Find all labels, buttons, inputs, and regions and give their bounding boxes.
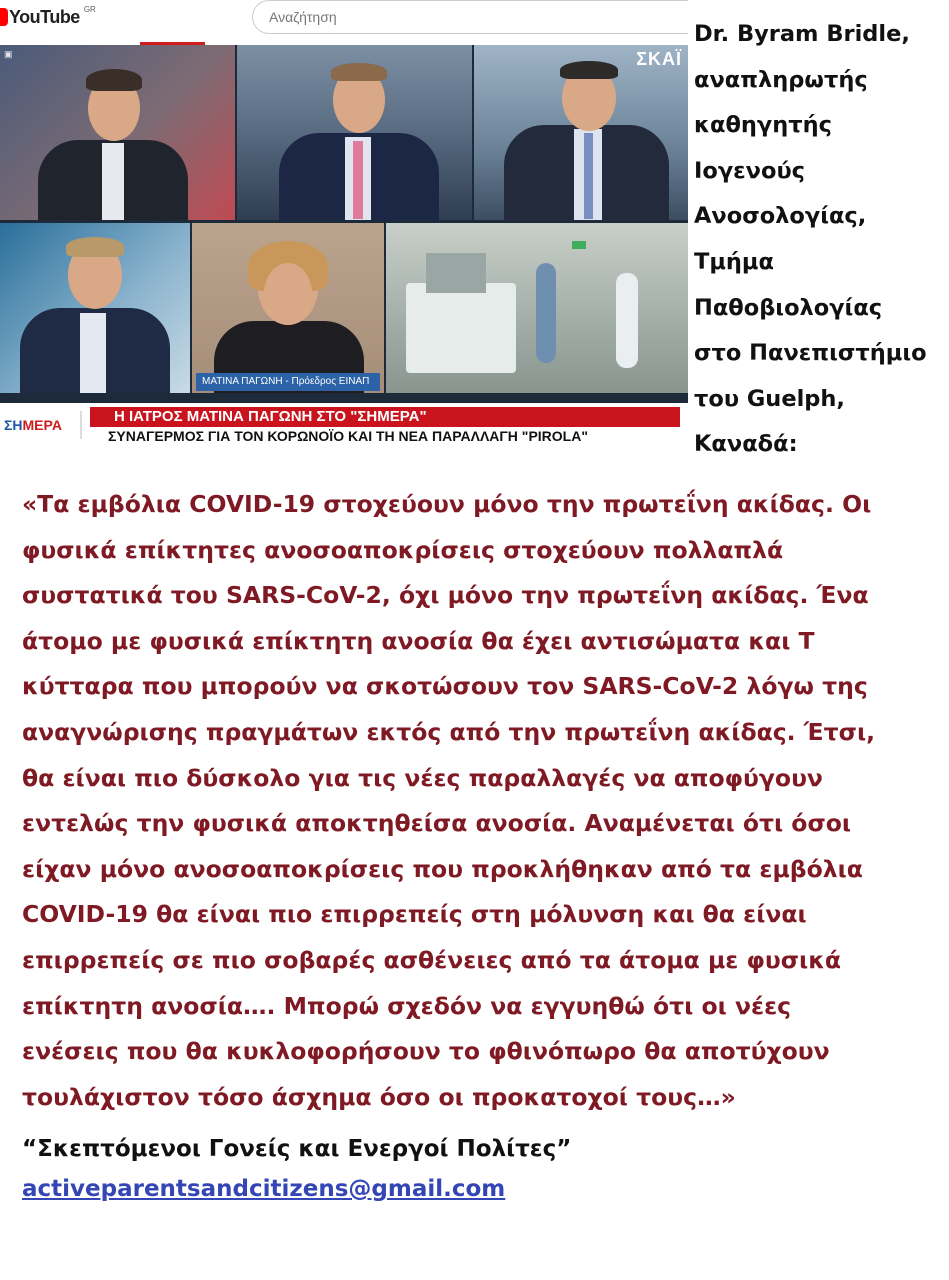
signature: “Σκεπτόμενοι Γονείς και Ενεργοί Πολίτες” (22, 1136, 572, 1162)
skai-logo: ΣΚΑΪ (636, 49, 682, 69)
caption-line: του Guelph, (694, 385, 845, 412)
video-tile-presenter-2 (237, 45, 472, 220)
caption-line: Καναδά: (694, 431, 798, 458)
quote-line: κύτταρα που μπορούν να σκοτώσουν τον SARS-CoV-2 λόγω της (22, 672, 868, 701)
caption-line: Τμήμα (694, 248, 774, 275)
quote-text (22, 482, 942, 1120)
quote-line: εντελώς την φυσικά αποκτηθείσα ανοσία. Αναμένεται ότι όσοι (22, 809, 852, 838)
caption-line: Ιογενούς (694, 157, 805, 184)
video-tile-hospital (386, 223, 688, 393)
show-logo: ΣΗΜΕΡΑ (0, 411, 82, 439)
caption-line: στο Πανεπιστήμιο (694, 340, 927, 367)
video-tile-guest-2 (192, 223, 384, 393)
quote-line: τουλάχιστον τόσο άσχημα όσο οι προκατοχοί τους…» (22, 1082, 736, 1111)
quote-line: ενέσεις που θα κυκλοφορήσουν το φθινόπωρο θα αποτύχουν (22, 1037, 830, 1066)
news-ticker (0, 403, 688, 445)
caption-line: αναπληρωτής (694, 66, 868, 93)
caption-line: Ανοσολογίας, (694, 203, 867, 230)
quote-line: επίκτητη ανοσία…. Μπορώ σχεδόν να εγγυηθώ ότι οι νέες (22, 991, 792, 1020)
video-player[interactable] (0, 45, 688, 445)
region-label: GR (83, 4, 96, 14)
quote-line: άτομο με φυσικά επίκτητη ανοσία θα έχει αντισώματα και Τ (22, 626, 815, 655)
caption-line: καθηγητής (694, 112, 832, 139)
youtube-header (0, 0, 690, 45)
quote-line: COVID-19 θα είναι πιο επιρρεπείς στη μόλυνση και θα είναι (22, 900, 807, 929)
email-link[interactable]: activeparentsandcitizens@gmail.com (22, 1176, 506, 1202)
ticker-subline: ΣΥΝΑΓΕΡΜΟΣ ΓΙΑ ΤΟΝ ΚΟΡΩΝΟΪΟ ΚΑΙ ΤΗ ΝΕΑ ΠΑΡΑΛΛΑΓΗ "PIROLA" (108, 428, 588, 444)
quote-line: συστατικά του SARS-CoV-2, όχι μόνο την πρωτεΐνη ακίδας. Ένα (22, 581, 869, 610)
video-tile-presenter-3 (474, 45, 688, 220)
quote-line: φυσικά επίκτητες ανοσοαποκρίσεις στοχεύουν πολλαπλά (22, 535, 784, 564)
quote-line: επιρρεπείς σε πιο σοβαρές ασθένειες από τα άτομα με φυσικά (22, 945, 842, 974)
search-input[interactable] (252, 0, 688, 34)
youtube-play-icon (0, 8, 8, 26)
channel-watermark-icon: ▣ (4, 49, 13, 59)
ticker-headline: Η ΙΑΤΡΟΣ ΜΑΤΙΝΑ ΠΑΓΩΝΗ ΣΤΟ "ΣΗΜΕΡΑ" (90, 407, 680, 427)
quote-line: αναγνώρισης πραγμάτων εκτός από την πρωτεΐνη ακίδας. Έτσι, (22, 717, 876, 746)
quote-line: θα είναι πιο δύσκολο για τις νέες παραλλαγές να αποφύγουν (22, 763, 823, 792)
quote-line: είχαν μόνο ανοσοαποκρίσεις που προκλήθηκαν από τα εμβόλια (22, 854, 863, 883)
video-tile-guest-1 (0, 223, 190, 393)
caption-line: Παθοβιολογίας (694, 294, 883, 321)
caption-line: Dr. Byram Bridle, (694, 21, 910, 47)
video-tile-presenter-1 (0, 45, 235, 220)
youtube-logo[interactable] (0, 6, 96, 28)
quote-line: «Τα εμβόλια COVID-19 στοχεύουν μόνο την πρωτεΐνη ακίδας. Οι (22, 490, 872, 518)
guest-name-strip: ΜΑΤΙΝΑ ΠΑΓΩΝΗ - Πρόεδρος ΕΙΝΑΠ (196, 373, 380, 391)
youtube-wordmark: YouTube (9, 6, 80, 27)
speaker-caption (694, 12, 946, 468)
